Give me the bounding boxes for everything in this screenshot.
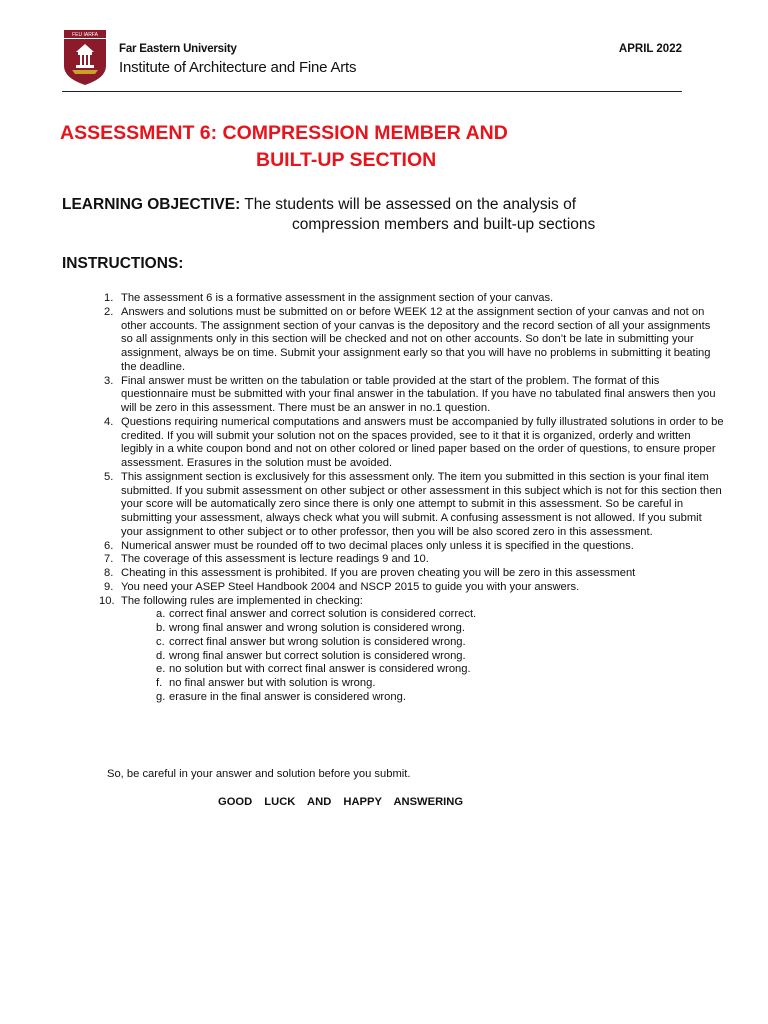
- objective-text-line-1: The students will be assessed on the analysis of: [244, 196, 577, 213]
- document-header: [64, 30, 684, 92]
- checking-rules-list: [121, 608, 724, 704]
- rule-letter: b.: [156, 622, 166, 634]
- item-number: 3.: [104, 374, 114, 387]
- closing-note: So, be careful in your answer and solution before you submit.: [107, 768, 411, 780]
- rule-letter: g.: [156, 690, 166, 703]
- rule-text: correct final answer and correct solution is considered correct.: [169, 608, 477, 621]
- rule-text: wrong final answer but correct solution is considered wrong.: [169, 649, 466, 662]
- item-text: The following rules are implemented in checking:: [121, 594, 363, 607]
- list-item: [104, 471, 724, 540]
- list-item: [99, 594, 724, 705]
- rule-item: [121, 650, 724, 664]
- item-number: 10.: [99, 594, 115, 607]
- list-item: [104, 553, 724, 567]
- list-item: [104, 292, 724, 306]
- item-text: The coverage of this assessment is lecture readings 9 and 10.: [121, 553, 429, 566]
- item-number: 1.: [104, 292, 114, 304]
- rule-letter: f.: [156, 677, 163, 689]
- item-text: Final answer must be written on the tabulation or table provided at the start of the problem. The format of this questionnaire must be submitted with your final answer in the tabulation. If you have no tabulated final answers then you will be zero in this assessment. There must be an answer in no.1 question.: [121, 374, 716, 414]
- item-number: 7.: [104, 553, 114, 566]
- item-text: This assignment section is exclusively for this assessment only. The item you submitted in this section is your final item submitted. If you submit assessment on other subject or other assessment in this subject which is not for this section then your score will be automatically zero since there is only one attempt to submit in this assessment. So be careful in submitting your assessment, always check what you will submit. A confusing assessment is not allowed. If you submit your assignment to other subject or to other professor, then you will be also scored zero in this assessment.: [121, 470, 722, 538]
- instructions-list: [99, 292, 724, 705]
- institute-name: Institute of Architecture and Fine Arts: [119, 59, 357, 76]
- list-item: [104, 375, 724, 416]
- assessment-title: [60, 120, 660, 174]
- rule-letter: e.: [156, 663, 166, 676]
- list-item: [104, 581, 724, 595]
- item-text: Cheating in this assessment is prohibited. If you are proven cheating you will be zero in this assessment: [121, 567, 636, 579]
- item-text: You need your ASEP Steel Handbook 2004 and NSCP 2015 to guide you with your answers.: [121, 580, 580, 593]
- logo-text: FEU IARFA: [72, 32, 98, 39]
- rule-letter: c.: [156, 635, 165, 648]
- rule-item: [121, 622, 724, 636]
- list-item: [104, 540, 724, 554]
- document-date: APRIL 2022: [618, 43, 682, 55]
- list-item: [104, 567, 724, 581]
- rule-item: [121, 608, 724, 622]
- learning-objective: [62, 195, 702, 235]
- rule-text: correct final answer but wrong solution is considered wrong.: [169, 635, 466, 648]
- objective-label: LEARNING OBJECTIVE:: [62, 196, 241, 213]
- rule-text: erasure in the final answer is considered wrong.: [169, 690, 406, 703]
- objective-text-line-2: compression members and built-up sections: [292, 216, 596, 233]
- sign-off: GOOD LUCK AND HAPPY ANSWERING: [218, 796, 464, 808]
- item-number: 5.: [104, 470, 114, 483]
- title-line-1: ASSESSMENT 6: COMPRESSION MEMBER AND: [60, 122, 508, 144]
- instructions-heading: INSTRUCTIONS:: [62, 255, 184, 272]
- item-number: 4.: [104, 415, 114, 428]
- list-item: [104, 416, 724, 471]
- header-divider: [62, 91, 682, 92]
- item-number: 6.: [104, 539, 114, 552]
- rule-text: wrong final answer and wrong solution is considered wrong.: [169, 622, 466, 634]
- rule-item: [121, 677, 724, 691]
- item-number: 8.: [104, 567, 114, 579]
- item-text: Answers and solutions must be submitted on or before WEEK 12 at the assignment section of your canvas and not on other accounts. The assignment section of your canvas is the depository and the record section of all your assignments so all assignments only in this section will be checked and not on other accounts. So don’t be late in submitting your assignment, always be on time. Submit your assignment early so that you will have no problems in submitting it beating the deadline.: [121, 305, 711, 373]
- rule-letter: d.: [156, 649, 166, 662]
- rule-item: [121, 636, 724, 650]
- item-text: The assessment 6 is a formative assessment in the assignment section of your canvas.: [121, 292, 554, 304]
- rule-letter: a.: [156, 608, 166, 621]
- item-number: 2.: [104, 305, 114, 318]
- item-text: Questions requiring numerical computations and answers must be accompanied by fully illustrated solutions in order to be credited. If you will submit your solution not on the spaces provided, see to it that it is organized, orderly and written legibly in a white coupon bond and not on other colored or lined paper based on the order of questions, to ensure proper assessment. Erasures in the solution must be avoided.: [121, 415, 724, 469]
- item-number: 9.: [104, 580, 114, 593]
- list-item: [104, 306, 724, 375]
- item-text: Numerical answer must be rounded off to two decimal places only unless it is specified in the questions.: [121, 539, 634, 552]
- rule-item: [121, 691, 724, 705]
- rule-item: [121, 663, 724, 677]
- title-line-2: BUILT-UP SECTION: [256, 149, 437, 171]
- feu-iarfa-logo: [64, 30, 106, 86]
- university-name: Far Eastern University: [119, 43, 237, 55]
- rule-text: no final answer but with solution is wrong.: [169, 677, 376, 689]
- rule-text: no solution but with correct final answer is considered wrong.: [169, 663, 471, 676]
